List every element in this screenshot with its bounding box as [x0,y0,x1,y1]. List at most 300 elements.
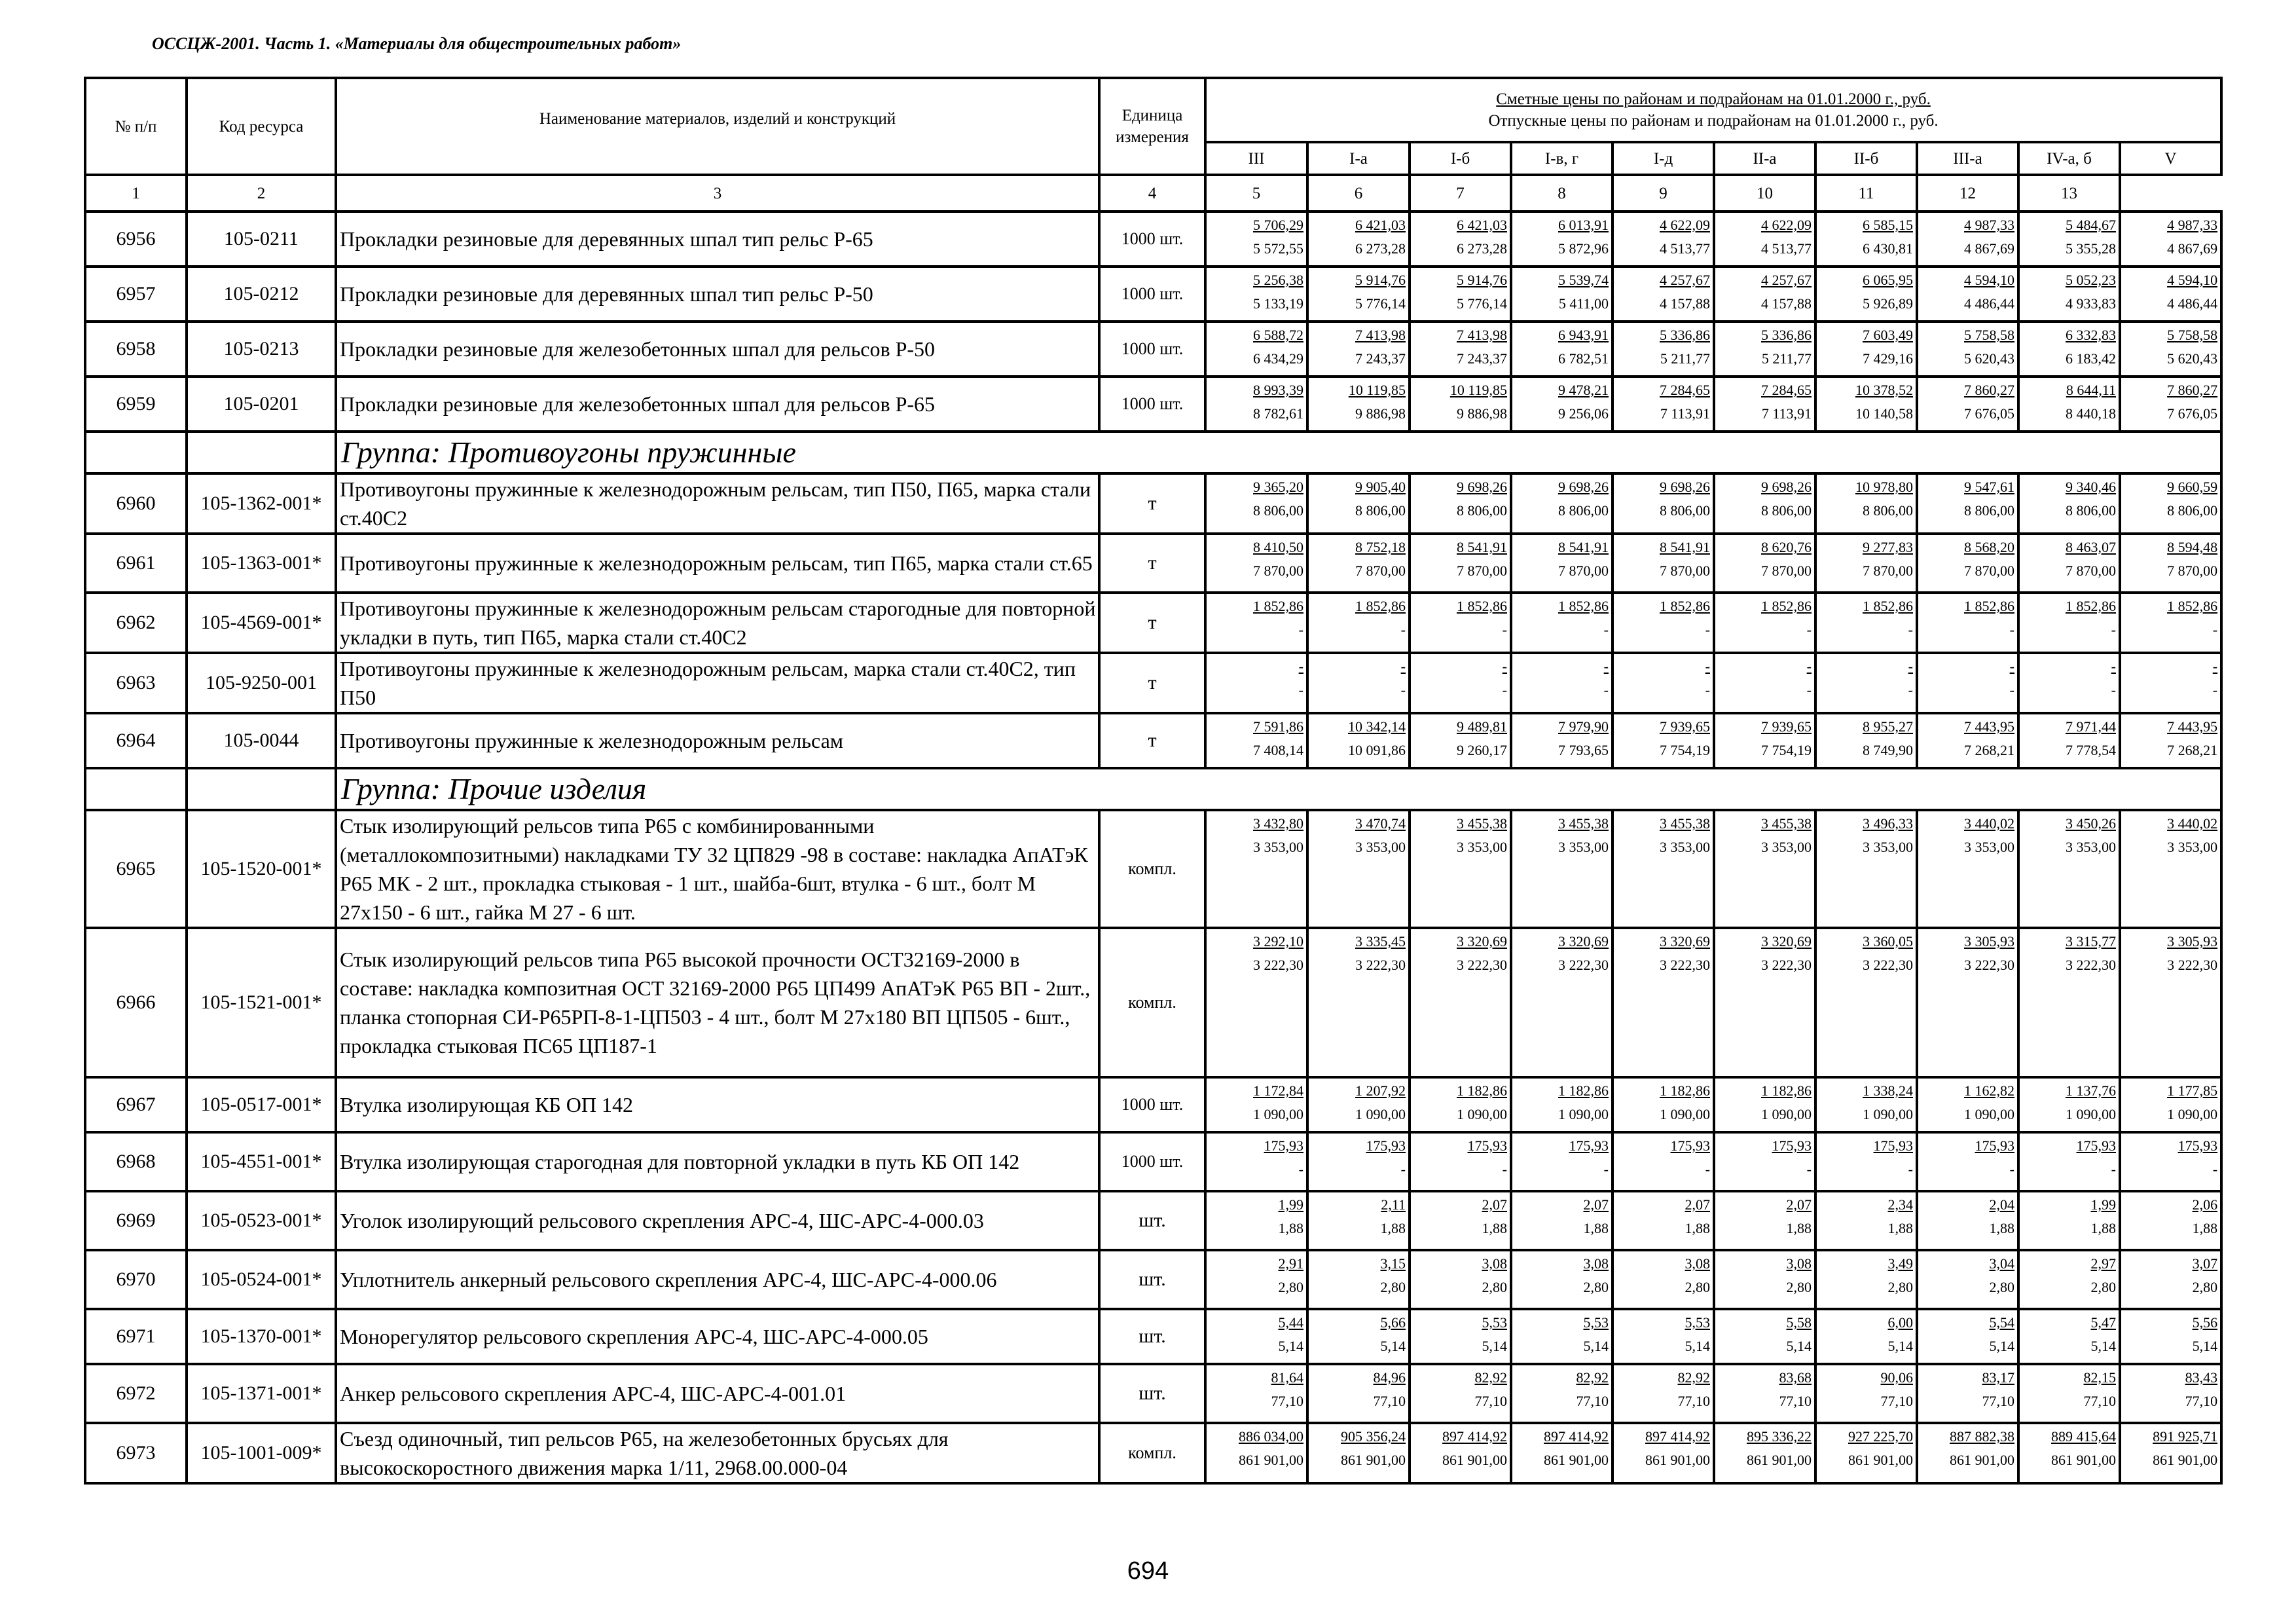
region-header: II-б [1815,142,1917,175]
group-spacer [187,432,336,473]
unit: т [1099,593,1205,653]
resource-code: 105-1520-001* [187,810,336,928]
wholesale-price: 8 749,90 [1863,742,1913,758]
wholesale-price: 861 901,00 [2153,1452,2218,1468]
col-header-code: Код ресурса [187,78,336,175]
price-cell [1917,1364,2018,1423]
price-cell [1511,1191,1613,1250]
price-cell [1613,713,1714,768]
price-cell [1815,534,1917,593]
page-number: 694 [1127,1557,1169,1585]
wholesale-price: 1 090,00 [1355,1106,1406,1122]
wholesale-price: 1,88 [1685,1220,1710,1236]
wholesale-price: 2,80 [2090,1279,2116,1295]
price-cell [1410,810,1511,928]
wholesale-price: 8 806,00 [1558,502,1609,519]
price-cell [1714,1191,1815,1250]
price-cell [1205,267,1307,322]
price-cell [1205,1250,1307,1309]
price-cell [2018,653,2120,713]
price-cell [1205,1364,1307,1423]
unit: 1000 шт. [1099,377,1205,432]
wholesale-price: 6 183,42 [2066,350,2116,367]
price-cell [2018,1250,2120,1309]
wholesale-price: 1 090,00 [1964,1106,2014,1122]
estimate-price: 9 905,40 [1355,479,1406,495]
wholesale-price: 6 434,29 [1253,350,1303,367]
wholesale-price: 7 243,37 [1355,350,1406,367]
estimate-price: 3 320,69 [1660,933,1710,950]
unit: шт. [1099,1364,1205,1423]
row-number: 6965 [85,810,187,928]
group-row [85,432,2221,473]
wholesale-price: 1,88 [1583,1220,1609,1236]
material-name: Анкер рельсового скрепления АРС-4, ШС-АРС-4-001.01 [336,1364,1099,1423]
estimate-price: 175,93 [1366,1137,1406,1154]
price-cell [1714,653,1815,713]
wholesale-price: 5,14 [1278,1338,1303,1354]
wholesale-price: 7 676,05 [2167,405,2218,422]
wholesale-price: - [2111,682,2116,698]
wholesale-price: 1 090,00 [1457,1106,1507,1122]
wholesale-price: 3 353,00 [2167,839,2218,855]
price-cell [1511,473,1613,534]
estimate-price: 1 852,86 [1761,598,1812,614]
price-cell [1511,212,1613,267]
wholesale-price: 2,80 [1685,1279,1710,1295]
estimate-price: 4 987,33 [1964,217,2014,233]
group-title: Группа: Прочие изделия [336,768,2221,810]
estimate-price: 927 225,70 [1848,1428,1913,1445]
estimate-price: 5 758,58 [1964,327,2014,343]
price-cell [1511,653,1613,713]
wholesale-price: 8 806,00 [2167,502,2218,519]
estimate-price: 8 568,20 [1964,539,2014,555]
wholesale-price: 5 776,14 [1457,295,1507,312]
estimate-price: 891 925,71 [2153,1428,2218,1445]
price-cell [1917,1423,2018,1483]
estimate-price: 7 979,90 [1558,718,1609,735]
wholesale-price: 1,88 [1786,1220,1812,1236]
estimate-price: 6 332,83 [2066,327,2116,343]
wholesale-price: 7 870,00 [1761,563,1812,579]
estimate-price: 175,93 [1264,1137,1303,1154]
price-cell [1410,593,1511,653]
price-cell [1205,534,1307,593]
price-cell [2018,810,2120,928]
price-cell [1511,267,1613,322]
table-row [85,653,2221,713]
wholesale-price: 7 429,16 [1863,350,1913,367]
unit: шт. [1099,1250,1205,1309]
column-index: 4 [1099,175,1205,212]
estimate-price: 3,08 [1685,1255,1710,1272]
price-cell [2120,1191,2221,1250]
wholesale-price: - [1603,1161,1609,1177]
price-cell [2120,322,2221,377]
row-number: 6958 [85,322,187,377]
estimate-price: - [1806,658,1812,674]
estimate-price: 90,06 [1880,1369,1913,1386]
estimate-price: 3 455,38 [1660,815,1710,832]
wholesale-price: 4 157,88 [1761,295,1812,312]
price-cell [1205,1132,1307,1191]
estimate-price: 4 987,33 [2167,217,2218,233]
estimate-price: 1 852,86 [2066,598,2116,614]
wholesale-price: 77,10 [1982,1393,2014,1409]
price-cell [1917,1309,2018,1364]
wholesale-price: 5,14 [1482,1338,1507,1354]
estimate-price: 7 860,27 [2167,382,2218,398]
price-cell [1714,713,1815,768]
estimate-price: 4 622,09 [1761,217,1812,233]
estimate-price: 5,58 [1786,1314,1812,1331]
price-cell [1917,534,2018,593]
wholesale-price: 1 090,00 [1761,1106,1812,1122]
price-cell [1410,713,1511,768]
estimate-price: 7 443,95 [2167,718,2218,735]
wholesale-price: 3 353,00 [1253,839,1303,855]
estimate-price: 3 455,38 [1761,815,1812,832]
price-cell [1613,473,1714,534]
unit: 1000 шт. [1099,212,1205,267]
price-cell [1511,377,1613,432]
material-name: Съезд одиночный, тип рельсов Р65, на железобетонных брусьях для высокоскоростного движения марка 1/11, 2968.00.000-04 [336,1423,1099,1483]
estimate-price: 2,97 [2090,1255,2116,1272]
estimate-price: 1 207,92 [1355,1082,1406,1099]
wholesale-price: 7 676,05 [1964,405,2014,422]
price-cell [1307,212,1410,267]
estimate-price: 83,43 [2185,1369,2218,1386]
wholesale-price: 2,80 [2192,1279,2218,1295]
price-cell [1917,322,2018,377]
estimate-price: 3 440,02 [2167,815,2218,832]
price-cell [1410,212,1511,267]
wholesale-price: 4 513,77 [1761,240,1812,257]
unit: т [1099,653,1205,713]
price-cell [1205,713,1307,768]
row-number: 6968 [85,1132,187,1191]
price-cell [1410,1309,1511,1364]
estimate-price: 3 335,45 [1355,933,1406,950]
wholesale-price: 3 353,00 [1660,839,1710,855]
price-cell [1307,1364,1410,1423]
wholesale-price: - [1502,621,1507,638]
estimate-price: 5 758,58 [2167,327,2218,343]
estimate-price: 3 320,69 [1558,933,1609,950]
group-spacer [85,432,187,473]
price-cell [1511,1132,1613,1191]
wholesale-price: 4 157,88 [1660,295,1710,312]
price-cell [1613,1309,1714,1364]
wholesale-price: 3 353,00 [1761,839,1812,855]
wholesale-price: 7 113,91 [1660,405,1710,422]
estimate-price: 2,04 [1989,1196,2014,1213]
material-name: Прокладки резиновые для деревянных шпал тип рельс Р-65 [336,212,1099,267]
estimate-price: 1 852,86 [2167,598,2218,614]
price-cell [1307,322,1410,377]
wholesale-price: - [1603,682,1609,698]
price-cell [1613,377,1714,432]
price-cell [1307,1250,1410,1309]
price-cell [1511,1077,1613,1132]
wholesale-price: 1,88 [2090,1220,2116,1236]
estimate-price: 3,07 [2192,1255,2218,1272]
column-index: 10 [1714,175,1815,212]
price-cell [2018,1423,2120,1483]
estimate-price: - [2111,658,2116,674]
price-cell [1307,713,1410,768]
estimate-price: 5 914,76 [1457,272,1507,288]
wholesale-price: 7 778,54 [2066,742,2116,758]
estimate-price: 7 939,65 [1660,718,1710,735]
estimate-price: 1,99 [1278,1196,1303,1213]
price-cell [2018,1077,2120,1132]
region-header: V [2120,142,2221,175]
estimate-price: 9 277,83 [1863,539,1913,555]
price-cell [1307,534,1410,593]
price-cell [1613,928,1714,1077]
region-header: III [1205,142,1307,175]
table-row [85,377,2221,432]
estimate-price: 7 443,95 [1964,718,2014,735]
wholesale-price: 1,88 [1989,1220,2014,1236]
estimate-price: 4 257,67 [1660,272,1710,288]
estimate-price: 1 162,82 [1964,1082,2014,1099]
estimate-price: 82,92 [1474,1369,1507,1386]
wholesale-price: 77,10 [1880,1393,1913,1409]
estimate-price: 5 256,38 [1253,272,1303,288]
price-cell [1613,810,1714,928]
estimate-price: 1 137,76 [2066,1082,2116,1099]
wholesale-price: 7 870,00 [1863,563,1913,579]
price-cell [1307,473,1410,534]
price-cell [1613,593,1714,653]
wholesale-price: 5 411,00 [1558,295,1609,312]
wholesale-price: 1,88 [1482,1220,1507,1236]
price-cell [1613,1250,1714,1309]
wholesale-price: 5 211,77 [1761,350,1812,367]
wholesale-price: 5,14 [1380,1338,1406,1354]
row-number: 6964 [85,713,187,768]
wholesale-price: 7 754,19 [1761,742,1812,758]
row-number: 6963 [85,653,187,713]
wholesale-price: 7 268,21 [2167,742,2218,758]
estimate-price: 1 182,86 [1761,1082,1812,1099]
price-cell [2018,1364,2120,1423]
material-name: Противоугоны пружинные к железнодорожным рельсам, марка стали ст.40С2, тип П50 [336,653,1099,713]
estimate-price: 4 594,10 [2167,272,2218,288]
unit: шт. [1099,1191,1205,1250]
row-number: 6973 [85,1423,187,1483]
resource-code: 105-0044 [187,713,336,768]
table-row [85,212,2221,267]
price-cell [2018,1191,2120,1250]
estimate-price: 9 365,20 [1253,479,1303,495]
price-cell [1205,322,1307,377]
price-cell [1714,810,1815,928]
wholesale-price: 8 806,00 [1660,502,1710,519]
wholesale-price: 7 870,00 [1355,563,1406,579]
wholesale-price: 2,80 [1482,1279,1507,1295]
wholesale-price: - [1806,682,1812,698]
table-row [85,322,2221,377]
price-cell [2120,377,2221,432]
estimate-price: 8 993,39 [1253,382,1303,398]
estimate-price: 3,08 [1482,1255,1507,1272]
price-cell [1205,1309,1307,1364]
table-row [85,1077,2221,1132]
price-cell [1714,473,1815,534]
estimate-price: 82,92 [1677,1369,1710,1386]
wholesale-price: 861 901,00 [1544,1452,1609,1468]
estimate-price: 10 342,14 [1348,718,1406,735]
wholesale-price: 7 870,00 [1964,563,2014,579]
price-cell [1613,1077,1714,1132]
wholesale-price: 77,10 [1474,1393,1507,1409]
wholesale-price: 3 222,30 [1457,957,1507,973]
row-number: 6960 [85,473,187,534]
estimate-price: 6 065,95 [1863,272,1913,288]
estimate-price: 3 320,69 [1457,933,1507,950]
price-cell [1307,1309,1410,1364]
header-row-indices [85,175,2221,212]
estimate-price: 7 284,65 [1761,382,1812,398]
wholesale-price: - [2212,682,2218,698]
estimate-price: 6 013,91 [1558,217,1609,233]
estimate-price: 83,17 [1982,1369,2014,1386]
price-cell [1410,1077,1511,1132]
wholesale-price: 5,14 [2090,1338,2116,1354]
estimate-price: 175,93 [1873,1137,1913,1154]
estimate-price: - [2009,658,2014,674]
price-cell [1511,713,1613,768]
wholesale-price: 3 222,30 [2066,957,2116,973]
group-spacer [85,768,187,810]
wholesale-price: 5 211,77 [1660,350,1710,367]
price-cell [1410,322,1511,377]
material-name: Противоугоны пружинные к железнодорожным рельсам, тип П50, П65, марка стали ст.40С2 [336,473,1099,534]
wholesale-price: 7 754,19 [1660,742,1710,758]
wholesale-price: - [1806,621,1812,638]
unit: 1000 шт. [1099,322,1205,377]
price-cell [1917,212,2018,267]
wholesale-price: 4 486,44 [1964,295,2014,312]
price-cell [1714,1250,1815,1309]
column-index: 12 [1917,175,2018,212]
table-row [85,267,2221,322]
estimate-price: 5 336,86 [1660,327,1710,343]
wholesale-price: 7 268,21 [1964,742,2014,758]
wholesale-price: - [1298,621,1303,638]
wholesale-price: 1 090,00 [1558,1106,1609,1122]
estimate-price: 7 284,65 [1660,382,1710,398]
estimate-price: 2,07 [1786,1196,1812,1213]
estimate-price: 3 360,05 [1863,933,1913,950]
price-cell [1511,534,1613,593]
wholesale-price: - [1502,682,1507,698]
column-index: 9 [1613,175,1714,212]
price-cell [1511,810,1613,928]
wholesale-price: 1,88 [1887,1220,1913,1236]
wholesale-price: 4 486,44 [2167,295,2218,312]
wholesale-price: 861 901,00 [1848,1452,1913,1468]
row-number: 6957 [85,267,187,322]
estimate-price: 5 052,23 [2066,272,2116,288]
wholesale-price: 4 867,69 [1964,240,2014,257]
price-cell [2120,1077,2221,1132]
price-cell [1815,1132,1917,1191]
wholesale-price: 861 901,00 [1747,1452,1812,1468]
wholesale-price: 7 113,91 [1761,405,1812,422]
price-cell [1815,713,1917,768]
price-cell [1511,1309,1613,1364]
resource-code: 105-1001-009* [187,1423,336,1483]
unit: шт. [1099,1309,1205,1364]
resource-code: 105-0211 [187,212,336,267]
price-cell [1714,928,1815,1077]
col-header-unit: Единица измерения [1099,78,1205,175]
wholesale-price: 2,80 [1989,1279,2014,1295]
estimate-price: 3,08 [1583,1255,1609,1272]
estimate-price: 7 413,98 [1457,327,1507,343]
estimate-price: 2,34 [1887,1196,1913,1213]
group-title: Группа: Противоугоны пружинные [336,432,2221,473]
estimate-price: 1 852,86 [1660,598,1710,614]
estimate-price: 5 539,74 [1558,272,1609,288]
price-cell [1815,322,1917,377]
price-cell [1205,1423,1307,1483]
table-row [85,1132,2221,1191]
resource-code: 105-1521-001* [187,928,336,1077]
wholesale-price: 7 793,65 [1558,742,1609,758]
wholesale-price: 5 133,19 [1253,295,1303,312]
price-cell [1714,267,1815,322]
price-cell [1307,593,1410,653]
resource-code: 105-4569-001* [187,593,336,653]
wholesale-price: 6 273,28 [1457,240,1507,257]
price-cell [1613,1191,1714,1250]
wholesale-price: - [1705,1161,1710,1177]
price-cell [1917,593,2018,653]
estimate-price: 10 378,52 [1855,382,1913,398]
region-header: I-б [1410,142,1511,175]
price-cell [1815,377,1917,432]
wholesale-price: 861 901,00 [1950,1452,2014,1468]
price-cell [1613,534,1714,593]
wholesale-price: - [1298,1161,1303,1177]
wholesale-price: - [2111,1161,2116,1177]
price-cell [1714,534,1815,593]
wholesale-price: 1 090,00 [1863,1106,1913,1122]
region-header: III-а [1917,142,2018,175]
estimate-price: 8 410,50 [1253,539,1303,555]
price-cell [1410,1423,1511,1483]
estimate-price: 7 860,27 [1964,382,2014,398]
wholesale-price: - [1298,682,1303,698]
price-cell [1307,1423,1410,1483]
table-row [85,473,2221,534]
price-cell [1917,1250,2018,1309]
wholesale-price: - [2009,1161,2014,1177]
wholesale-price: 10 140,58 [1855,405,1913,422]
wholesale-price: - [1908,621,1913,638]
price-header-estimate: Сметные цены по районам и подрайонам на 01.01.2000 г., руб. [1496,90,1931,108]
price-cell [1917,1191,2018,1250]
estimate-price: 905 356,24 [1341,1428,1406,1445]
resource-code: 105-0212 [187,267,336,322]
estimate-price: 83,68 [1779,1369,1812,1386]
